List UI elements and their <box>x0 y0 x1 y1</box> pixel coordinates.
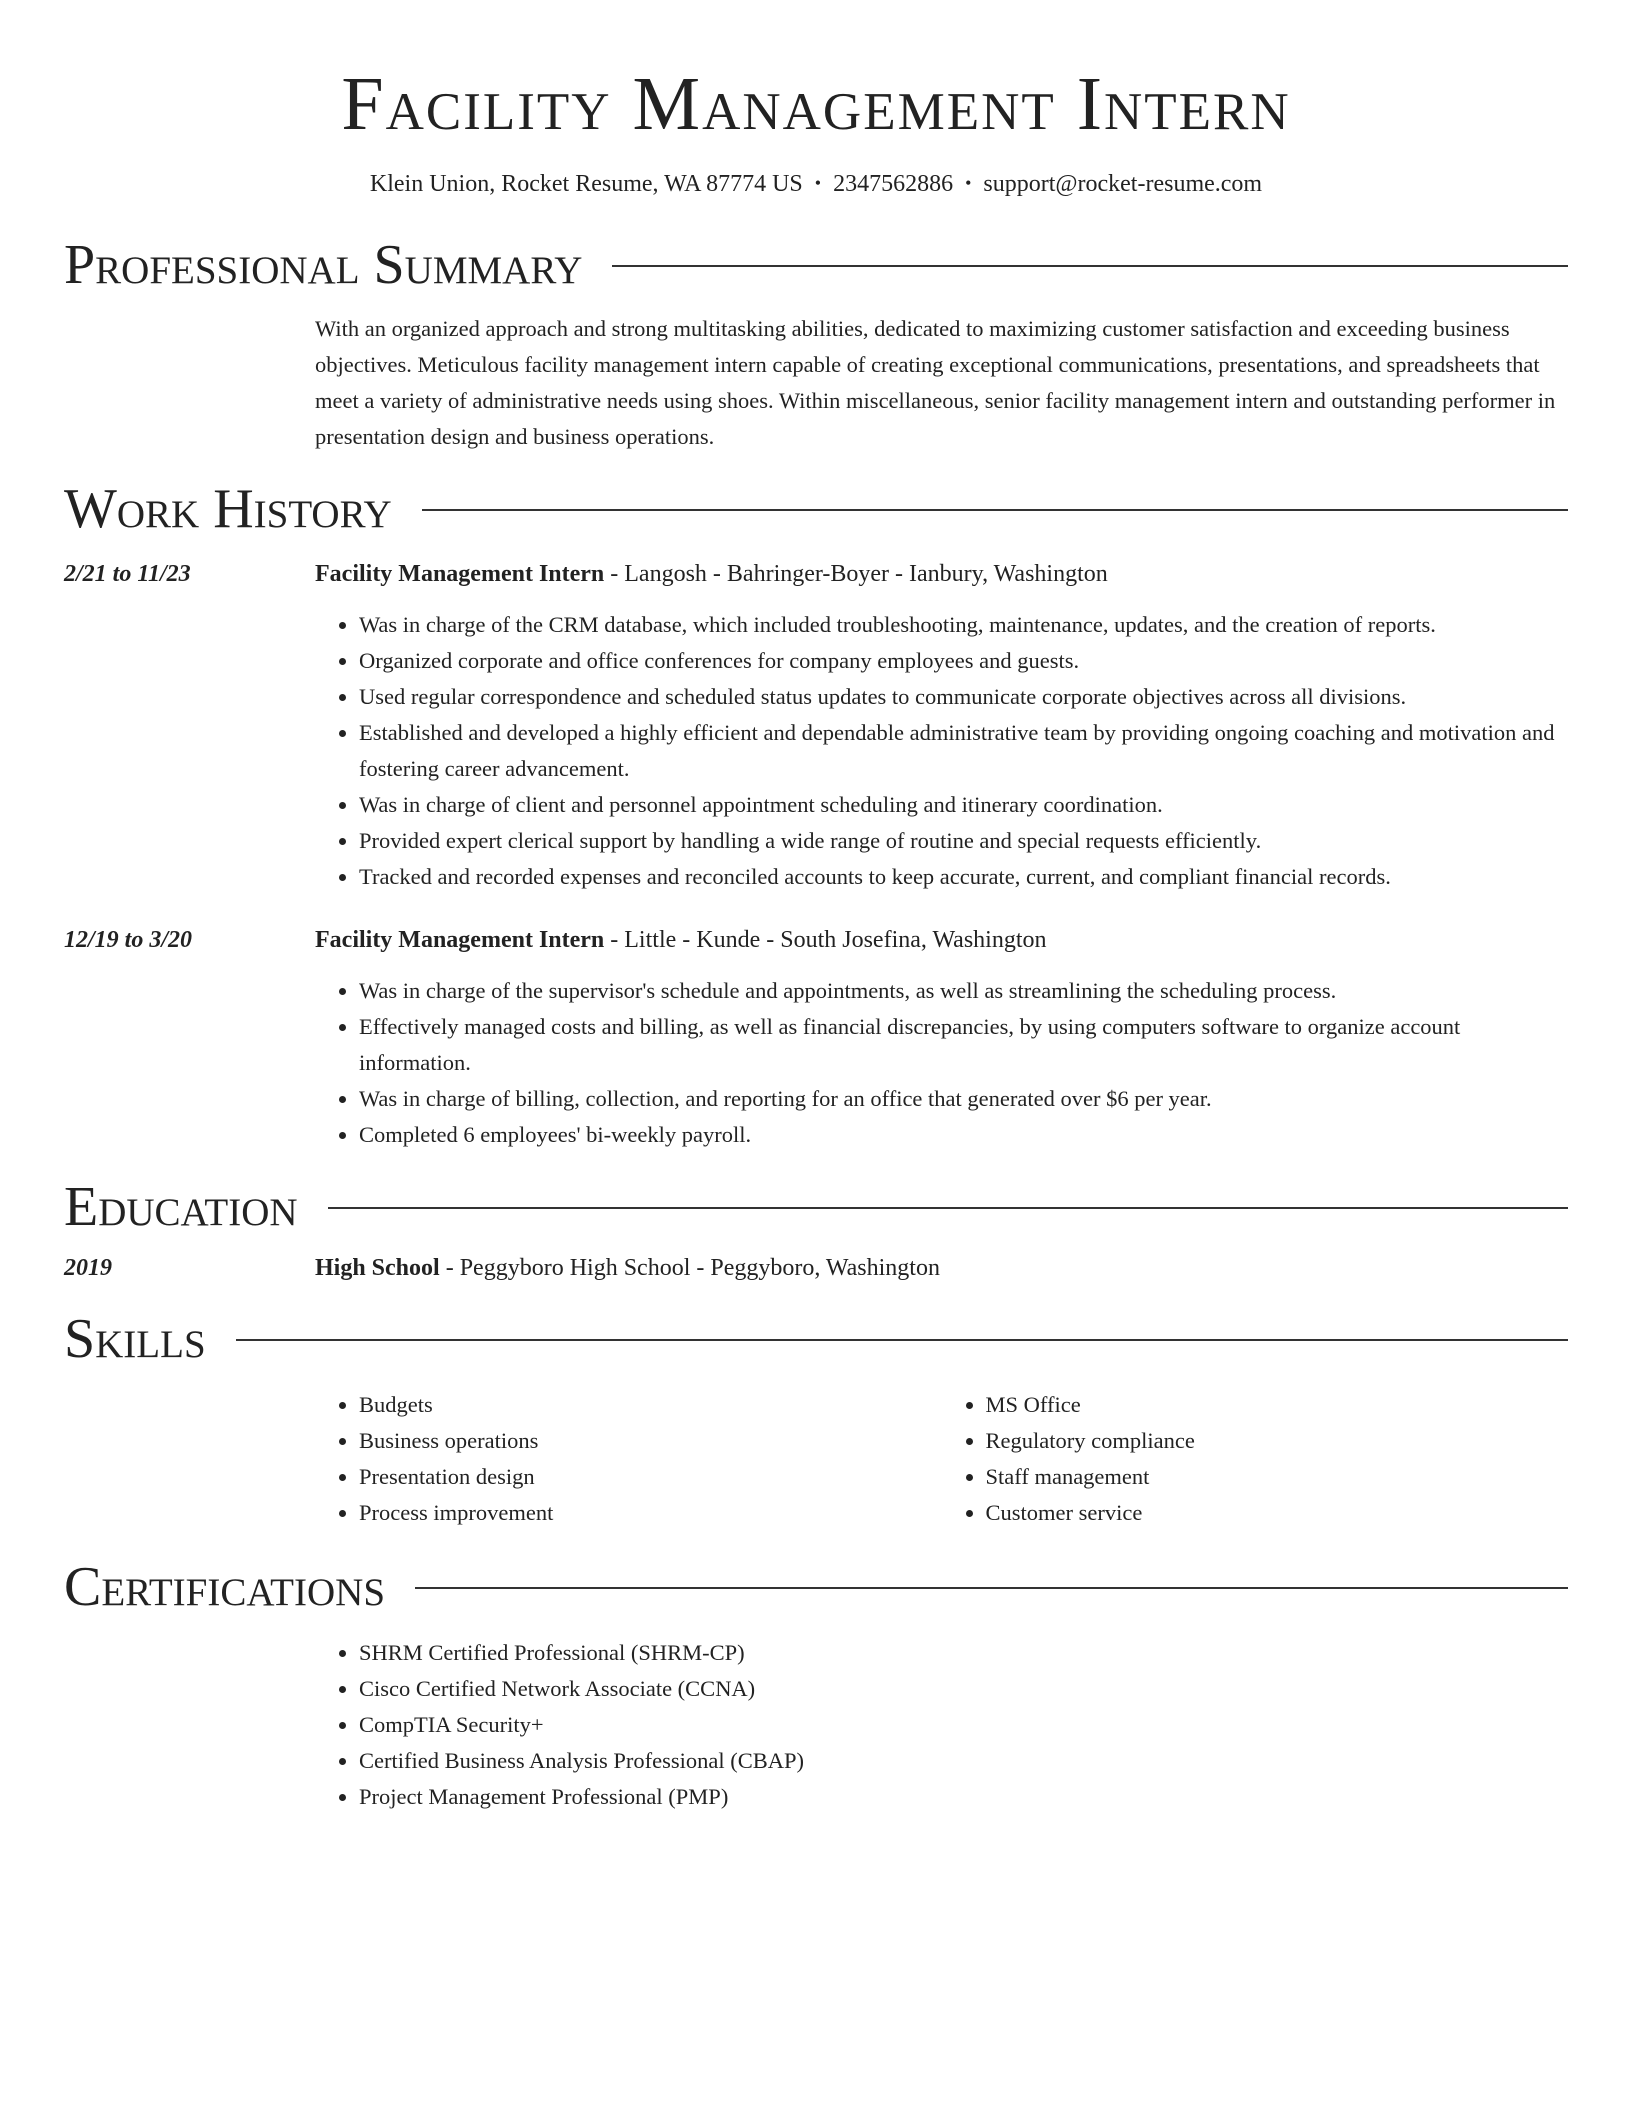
certification-item: • CompTIA Security+ <box>359 1707 1568 1743</box>
list-item: • Provided expert clerical support by handling a wide range of routine and special requests efficiently. <box>359 823 1568 859</box>
job-entry <box>64 925 1568 1153</box>
section-title: Skills <box>64 1308 206 1370</box>
list-item: • Was in charge of the supervisor's schedule and appointments, as well as streamlining the scheduling process. <box>359 973 1568 1009</box>
job-bullets <box>315 973 1568 1153</box>
list-item: • Was in charge of the CRM database, which included troubleshooting, maintenance, updates, and the creation of reports. <box>359 607 1568 643</box>
address: Klein Union, Rocket Resume, WA 87774 US <box>369 171 803 197</box>
section-rule <box>236 1339 1568 1341</box>
summary-section-header <box>64 233 1568 297</box>
job-dates: 12/19 to 3/20 <box>64 927 193 953</box>
summary-text: With an organized approach and strong multitasking abilities, dedicated to maximizing customer satisfaction and exceeding business objectives. Meticulous facility management intern capable of creating exceptional communications, presentations, and spreadsheets that meet a variety of administrative needs using shoes. Within miscellaneous, senior facility management intern and outstanding performer in presentation design and business operations. <box>315 316 1556 449</box>
section-title: Certifications <box>64 1556 386 1618</box>
list-item: • Completed 6 employees' bi-weekly payroll. <box>359 1117 1568 1153</box>
skills-section-header <box>64 1307 1568 1371</box>
skill-item: • Staff management <box>986 1459 1569 1495</box>
school-details: - Peggyboro High School - Peggyboro, Washington <box>439 1255 940 1281</box>
job-dates: 2/21 to 11/23 <box>64 561 191 587</box>
job-details: - Langosh - Bahringer-Boyer - Ianbury, Washington <box>604 561 1108 587</box>
resume-page <box>64 0 1568 1815</box>
job-body <box>315 925 1568 1153</box>
skills-column-left <box>315 1387 942 1531</box>
summary-block <box>315 311 1568 455</box>
education-year: 2019 <box>64 1255 112 1281</box>
list-item: • Used regular correspondence and scheduled status updates to communicate corporate objectives across all divisions. <box>359 679 1568 715</box>
education-entry <box>64 1253 1568 1283</box>
section-title: Professional Summary <box>64 234 583 296</box>
phone: 2347562886 <box>833 171 954 197</box>
degree: High School <box>315 1255 440 1281</box>
job-details: - Little - Kunde - South Josefina, Washington <box>604 927 1047 953</box>
certification-item: • Project Management Professional (PMP) <box>359 1779 1568 1815</box>
job-title: Facility Management Intern <box>315 927 605 953</box>
skill-item: • Business operations <box>359 1423 942 1459</box>
list-item: • Was in charge of client and personnel appointment scheduling and itinerary coordination. <box>359 787 1568 823</box>
education-line <box>315 1253 1568 1283</box>
job-entry <box>64 559 1568 895</box>
skill-item: • MS Office <box>986 1387 1569 1423</box>
list-item: • Established and developed a highly efficient and dependable administrative team by providing ongoing coaching and motivation and fostering career advancement. <box>359 715 1568 787</box>
certifications-bullets <box>315 1635 1568 1815</box>
job-title-line <box>315 925 1568 955</box>
certifications-list <box>315 1635 1568 1815</box>
skill-item: • Customer service <box>986 1495 1569 1531</box>
email: support@rocket-resume.com <box>983 171 1263 197</box>
work-history-section-header <box>64 477 1568 541</box>
separator-dot: • <box>965 173 972 193</box>
certification-item: • Cisco Certified Network Associate (CCNA) <box>359 1671 1568 1707</box>
skill-item: • Regulatory compliance <box>986 1423 1569 1459</box>
certification-item: • Certified Business Analysis Professional (CBAP) <box>359 1743 1568 1779</box>
job-body <box>315 559 1568 895</box>
list-item: • Effectively managed costs and billing, as well as financial discrepancies, by using computers software to organize account information. <box>359 1009 1568 1081</box>
list-item: • Was in charge of billing, collection, and reporting for an office that generated over $6 per year. <box>359 1081 1568 1117</box>
section-rule <box>415 1587 1568 1589</box>
section-rule <box>422 509 1568 511</box>
candidate-name: Facility Management Intern <box>341 62 1291 146</box>
section-title: Education <box>64 1176 298 1238</box>
separator-dot: • <box>814 173 822 193</box>
skill-item: • Process improvement <box>359 1495 942 1531</box>
job-title-line <box>315 559 1568 589</box>
section-rule <box>612 265 1568 267</box>
contact-line <box>64 168 1568 199</box>
list-item: • Tracked and recorded expenses and reconciled accounts to keep accurate, current, and compliant financial records. <box>359 859 1568 895</box>
skill-item: • Budgets <box>359 1387 942 1423</box>
certification-item: • SHRM Certified Professional (SHRM-CP) <box>359 1635 1568 1671</box>
list-item: • Organized corporate and office conferences for company employees and guests. <box>359 643 1568 679</box>
skills-column-right <box>942 1387 1569 1531</box>
education-section-header <box>64 1175 1568 1239</box>
skill-item: • Presentation design <box>359 1459 942 1495</box>
job-bullets <box>315 607 1568 895</box>
certifications-section-header <box>64 1555 1568 1619</box>
education-body <box>315 1253 1568 1283</box>
skills-list <box>315 1387 1568 1531</box>
job-title: Facility Management Intern <box>315 561 605 587</box>
section-title: Work History <box>64 478 392 540</box>
section-rule <box>328 1207 1568 1209</box>
